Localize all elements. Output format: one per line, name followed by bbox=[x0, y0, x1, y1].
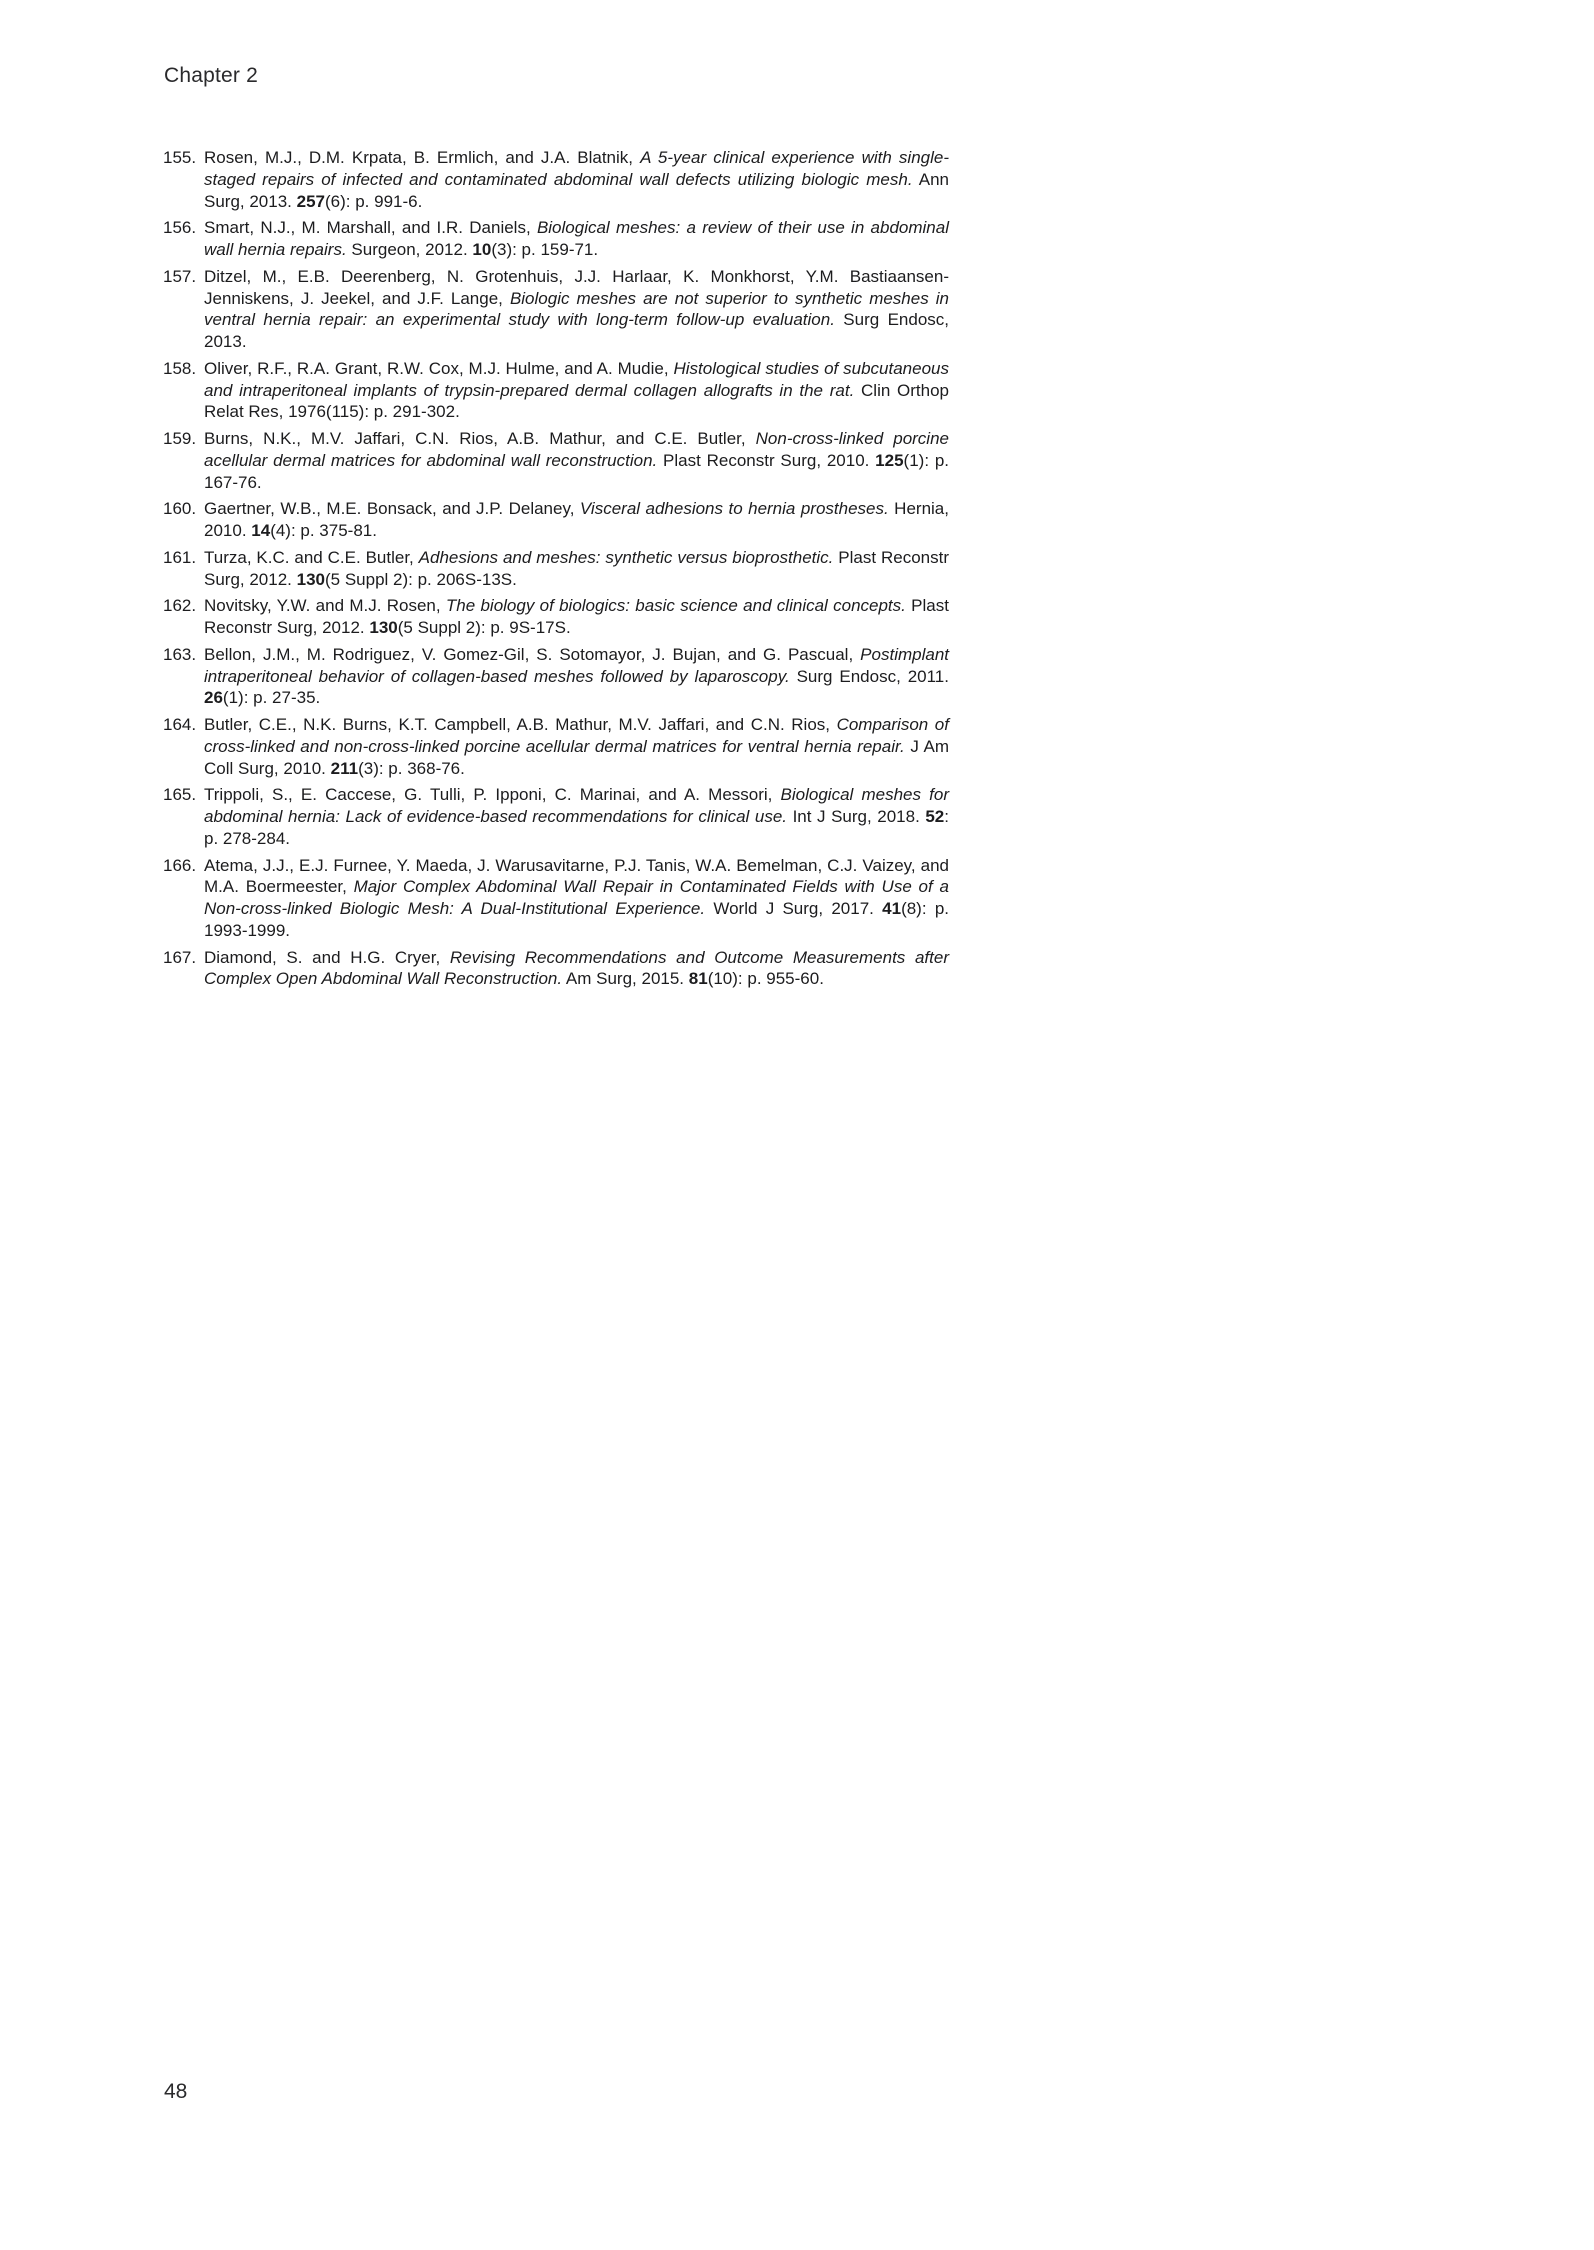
reference-title: Biological meshes for abdominal hernia: Lack of evidence-based recommendations for clinical use. bbox=[204, 785, 949, 826]
reference-text: (5 Suppl 2): p. 9S-17S. bbox=[397, 618, 571, 637]
reference-text: (4): p. 375-81. bbox=[270, 521, 377, 540]
reference-text: Butler, C.E., N.K. Burns, K.T. Campbell, A.B. Mathur, M.V. Jaffari, and C.N. Rios, bbox=[204, 715, 837, 734]
reference-number: 165. bbox=[163, 785, 197, 805]
reference-text: Surg Endosc, 2013. bbox=[204, 310, 950, 351]
reference-volume: 257 bbox=[296, 191, 325, 211]
reference-title: Visceral adhesions to hernia prostheses. bbox=[579, 499, 889, 519]
reference-text: Diamond, S. and H.G. Cryer, bbox=[204, 947, 450, 967]
reference-text: Plast Reconstr Surg, 2012. bbox=[204, 596, 949, 637]
reference-number: 155. bbox=[163, 148, 197, 167]
reference-item bbox=[163, 217, 949, 261]
reference-text: Oliver, R.F., R.A. Grant, R.W. Cox, M.J. Hulme, and A. Mudie, bbox=[204, 358, 674, 378]
reference-title: Biological meshes: a review of their use in abdominal wall hernia repairs. bbox=[204, 218, 949, 259]
reference-volume: 52 bbox=[925, 807, 945, 826]
reference-text: (1): p. 167-76. bbox=[204, 450, 950, 492]
reference-item bbox=[163, 855, 949, 942]
reference-volume: 211 bbox=[330, 758, 359, 778]
reference-title: Adhesions and meshes: synthetic versus bioprosthetic. bbox=[418, 547, 834, 567]
reference-item bbox=[163, 547, 949, 591]
reference-text: Surgeon, 2012. bbox=[346, 240, 473, 259]
reference-text: (10): p. 955-60. bbox=[707, 969, 824, 989]
reference-volume: 41 bbox=[882, 899, 902, 918]
reference-text: Turza, K.C. and C.E. Butler, bbox=[204, 547, 419, 567]
reference-volume: 10 bbox=[472, 240, 492, 259]
reference-item bbox=[163, 428, 949, 493]
reference-item bbox=[163, 358, 949, 423]
reference-text: Burns, N.K., M.V. Jaffari, C.N. Rios, A.B. Mathur, and C.E. Butler, bbox=[204, 429, 756, 448]
reference-text: Plast Reconstr Surg, 2010. bbox=[657, 450, 876, 470]
reference-text: (6): p. 991-6. bbox=[325, 191, 423, 211]
reference-text: (8): p. 1993-1999. bbox=[204, 899, 949, 940]
reference-volume: 26 bbox=[204, 688, 223, 708]
reference-text: Int J Surg, 2018. bbox=[787, 807, 926, 826]
reference-title: Revising Recommendations and Outcome Measurements after Complex Open Abdominal Wall Reconstruction. bbox=[204, 947, 949, 989]
reference-number: 157. bbox=[163, 266, 197, 286]
reference-text: Novitsky, Y.W. and M.J. Rosen, bbox=[204, 596, 446, 616]
reference-title: Postimplant intraperitoneal behavior of collagen-based meshes followed by laparoscopy. bbox=[204, 644, 949, 686]
reference-text: Trippoli, S., E. Caccese, G. Tulli, P. Ipponi, C. Marinai, and A. Messori, bbox=[204, 785, 781, 805]
reference-item bbox=[163, 784, 949, 849]
reference-title: The biology of biologics: basic science and clinical concepts. bbox=[445, 596, 906, 616]
reference-number: 167. bbox=[163, 947, 197, 967]
reference-text: Rosen, M.J., D.M. Krpata, B. Ermlich, and J.A. Blatnik, bbox=[204, 148, 641, 167]
reference-text: (3): p. 368-76. bbox=[358, 758, 465, 778]
reference-text: Surg Endosc, 2011. bbox=[789, 666, 949, 686]
reference-text: Am Surg, 2015. bbox=[562, 969, 689, 989]
reference-number: 162. bbox=[163, 596, 197, 616]
reference-number: 164. bbox=[163, 715, 197, 734]
reference-number: 161. bbox=[163, 547, 197, 567]
reference-text: Atema, J.J., E.J. Furnee, Y. Maeda, J. Warusavitarne, P.J. Tanis, W.A. Bemelman, C.J. Vaizey, and M.A. Boermeester, bbox=[204, 855, 949, 897]
reference-title: Histological studies of subcutaneous and intraperitoneal implants of trypsin-prepared dermal collagen allografts in the rat. bbox=[204, 358, 950, 400]
reference-text: Plast Reconstr Surg, 2012. bbox=[204, 547, 949, 589]
reference-volume: 81 bbox=[688, 969, 708, 989]
reference-item bbox=[163, 266, 949, 353]
reference-text: : p. 278-284. bbox=[204, 807, 949, 848]
reference-title: Biologic meshes are not superior to synthetic meshes in ventral hernia repair: an experimental study with long-term follow-up evaluation. bbox=[204, 288, 949, 330]
reference-text: Ditzel, M., E.B. Deerenberg, N. Grotenhuis, J.J. Harlaar, K. Monkhorst, Y.M. Bastiaansen-Jenniskens, J. Jeekel, and J.F. Lange, bbox=[204, 266, 949, 308]
reference-number: 160. bbox=[163, 499, 197, 519]
reference-volume: 130 bbox=[369, 618, 398, 637]
chapter-header: Chapter 2 bbox=[164, 64, 259, 87]
reference-volume: 14 bbox=[251, 521, 271, 540]
reference-text: (5 Suppl 2): p. 206S-13S. bbox=[325, 569, 517, 589]
reference-title: Comparison of cross-linked and non-cross-linked porcine acellular dermal matrices for ventral hernia repair. bbox=[204, 715, 949, 756]
reference-text: Bellon, J.M., M. Rodriguez, V. Gomez-Gil, S. Sotomayor, J. Bujan, and G. Pascual, bbox=[204, 644, 861, 664]
reference-text: World J Surg, 2017. bbox=[705, 899, 883, 918]
reference-text: Gaertner, W.B., M.E. Bonsack, and J.P. Delaney, bbox=[204, 499, 580, 519]
reference-number: 166. bbox=[163, 855, 197, 875]
reference-item bbox=[163, 714, 949, 779]
reference-list bbox=[163, 147, 949, 995]
reference-number: 156. bbox=[163, 218, 197, 238]
reference-item bbox=[163, 498, 949, 542]
reference-number: 158. bbox=[163, 358, 197, 378]
page-number: 48 bbox=[164, 2080, 188, 2103]
reference-text: Smart, N.J., M. Marshall, and I.R. Daniels, bbox=[204, 218, 537, 238]
reference-item bbox=[163, 947, 949, 991]
reference-volume: 130 bbox=[296, 569, 325, 589]
reference-item bbox=[163, 595, 949, 639]
reference-title: Non-cross-linked porcine acellular dermal matrices for abdominal wall reconstruction. bbox=[204, 429, 949, 470]
reference-text: J Am Coll Surg, 2010. bbox=[204, 736, 949, 778]
reference-number: 163. bbox=[163, 644, 197, 664]
reference-text: (3): p. 159-71. bbox=[491, 240, 599, 259]
reference-title: A 5-year clinical experience with single-staged repairs of infected and contaminated abdominal wall defects utilizing biologic mesh. bbox=[204, 148, 949, 189]
reference-volume: 125 bbox=[875, 450, 904, 470]
reference-text: (1): p. 27-35. bbox=[222, 688, 321, 708]
reference-text: Hernia, 2010. bbox=[204, 499, 949, 540]
reference-text: Clin Orthop Relat Res, 1976(115): p. 291-302. bbox=[204, 380, 949, 422]
reference-item bbox=[163, 644, 949, 709]
reference-text: Ann Surg, 2013. bbox=[204, 169, 949, 211]
reference-title: Major Complex Abdominal Wall Repair in Contaminated Fields with Use of a Non-cross-linked Biologic Mesh: A Dual-Institutional Experience. bbox=[204, 877, 949, 918]
reference-number: 159. bbox=[163, 429, 197, 448]
reference-item bbox=[163, 147, 949, 212]
